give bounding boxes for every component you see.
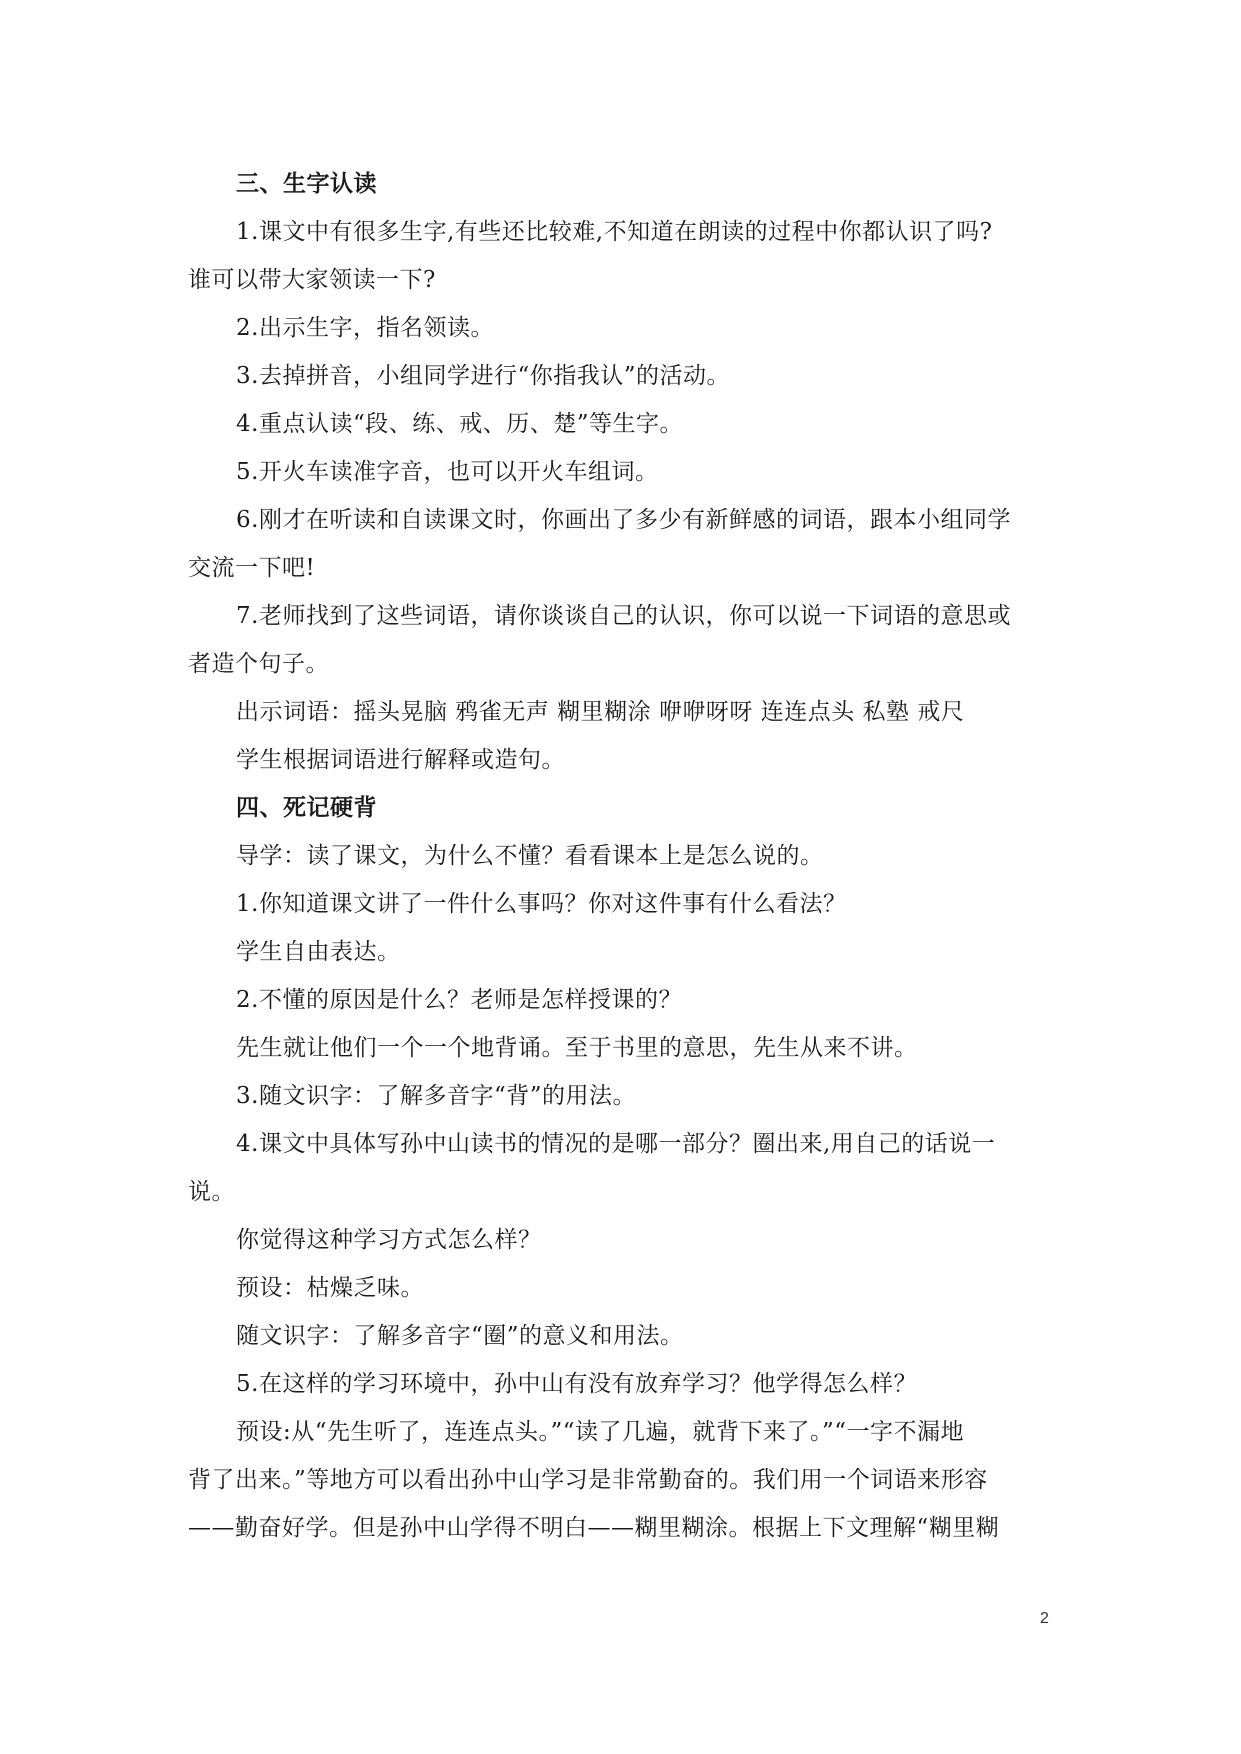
text-line: 出示词语：摇头晃脑 鸦雀无声 糊里糊涂 咿咿呀呀 连连点头 私塾 戒尺 bbox=[236, 699, 965, 725]
text-line: 学生自由表达。 bbox=[236, 939, 401, 965]
text-line: 背了出来。”等地方可以看出孙中山学习是非常勤奋的。我们用一个词语来形容 bbox=[188, 1467, 988, 1493]
text-line: 1.课文中有很多生字,有些还比较难,不知道在朗读的过程中你都认识了吗? bbox=[236, 219, 993, 245]
text-line: 2.不懂的原因是什么？老师是怎样授课的？ bbox=[236, 987, 682, 1013]
text-line: 4.课文中具体写孙中山读书的情况的是哪一部分？圈出来,用自己的话说一 bbox=[236, 1131, 996, 1157]
text-line: 先生就让他们一个一个地背诵。至于书里的意思，先生从来不讲。 bbox=[236, 1035, 918, 1061]
text-line: 你觉得这种学习方式怎么样？ bbox=[236, 1227, 542, 1253]
page-number: 2 bbox=[1040, 1610, 1049, 1627]
document-body bbox=[188, 160, 1060, 1552]
text-line: 7.老师找到了这些词语，请你谈谈自己的认识，你可以说一下词语的意思或 bbox=[236, 603, 1011, 629]
text-line: 导学：读了课文，为什么不懂？看看课本上是怎么说的。 bbox=[236, 843, 824, 869]
text-line: 随文识字：了解多音字“圈”的意义和用法。 bbox=[236, 1323, 684, 1349]
text-line: 6.刚才在听读和自读课文时，你画出了多少有新鲜感的词语，跟本小组同学 bbox=[236, 507, 1011, 533]
text-line: ——勤奋好学。但是孙中山学得不明白——糊里糊涂。根据上下文理解“糊里糊 bbox=[188, 1515, 1000, 1541]
text-line: 者造个句子。 bbox=[188, 651, 329, 677]
text-line: 学生根据词语进行解释或造句。 bbox=[236, 747, 565, 773]
text-line: 交流一下吧! bbox=[188, 555, 316, 581]
text-line: 1.你知道课文讲了一件什么事吗？你对这件事有什么看法？ bbox=[236, 891, 847, 917]
text-line: 预设：枯燥乏味。 bbox=[236, 1275, 424, 1301]
section-heading: 三、生字认读 bbox=[236, 171, 377, 197]
text-line: 5.在这样的学习环境中，孙中山有没有放弃学习？他学得怎么样？ bbox=[236, 1371, 917, 1397]
text-line: 4.重点认读“段、练、戒、历、楚”等生字。 bbox=[236, 411, 683, 437]
text-line: 预设:从“先生听了，连连点头。”“读了几遍，就背下来了。”“一字不漏地 bbox=[236, 1419, 965, 1445]
text-line: 说。 bbox=[188, 1179, 235, 1205]
text-line: 5.开火车读准字音，也可以开火车组词。 bbox=[236, 459, 659, 485]
text-line: 谁可以带大家领读一下? bbox=[188, 267, 436, 293]
text-line: 3.去掉拼音，小组同学进行“你指我认”的活动。 bbox=[236, 363, 730, 389]
text-line: 3.随文识字：了解多音字“背”的用法。 bbox=[236, 1083, 636, 1109]
text-line: 2.出示生字，指名领读。 bbox=[236, 315, 494, 341]
section-heading: 四、死记硬背 bbox=[236, 795, 377, 821]
